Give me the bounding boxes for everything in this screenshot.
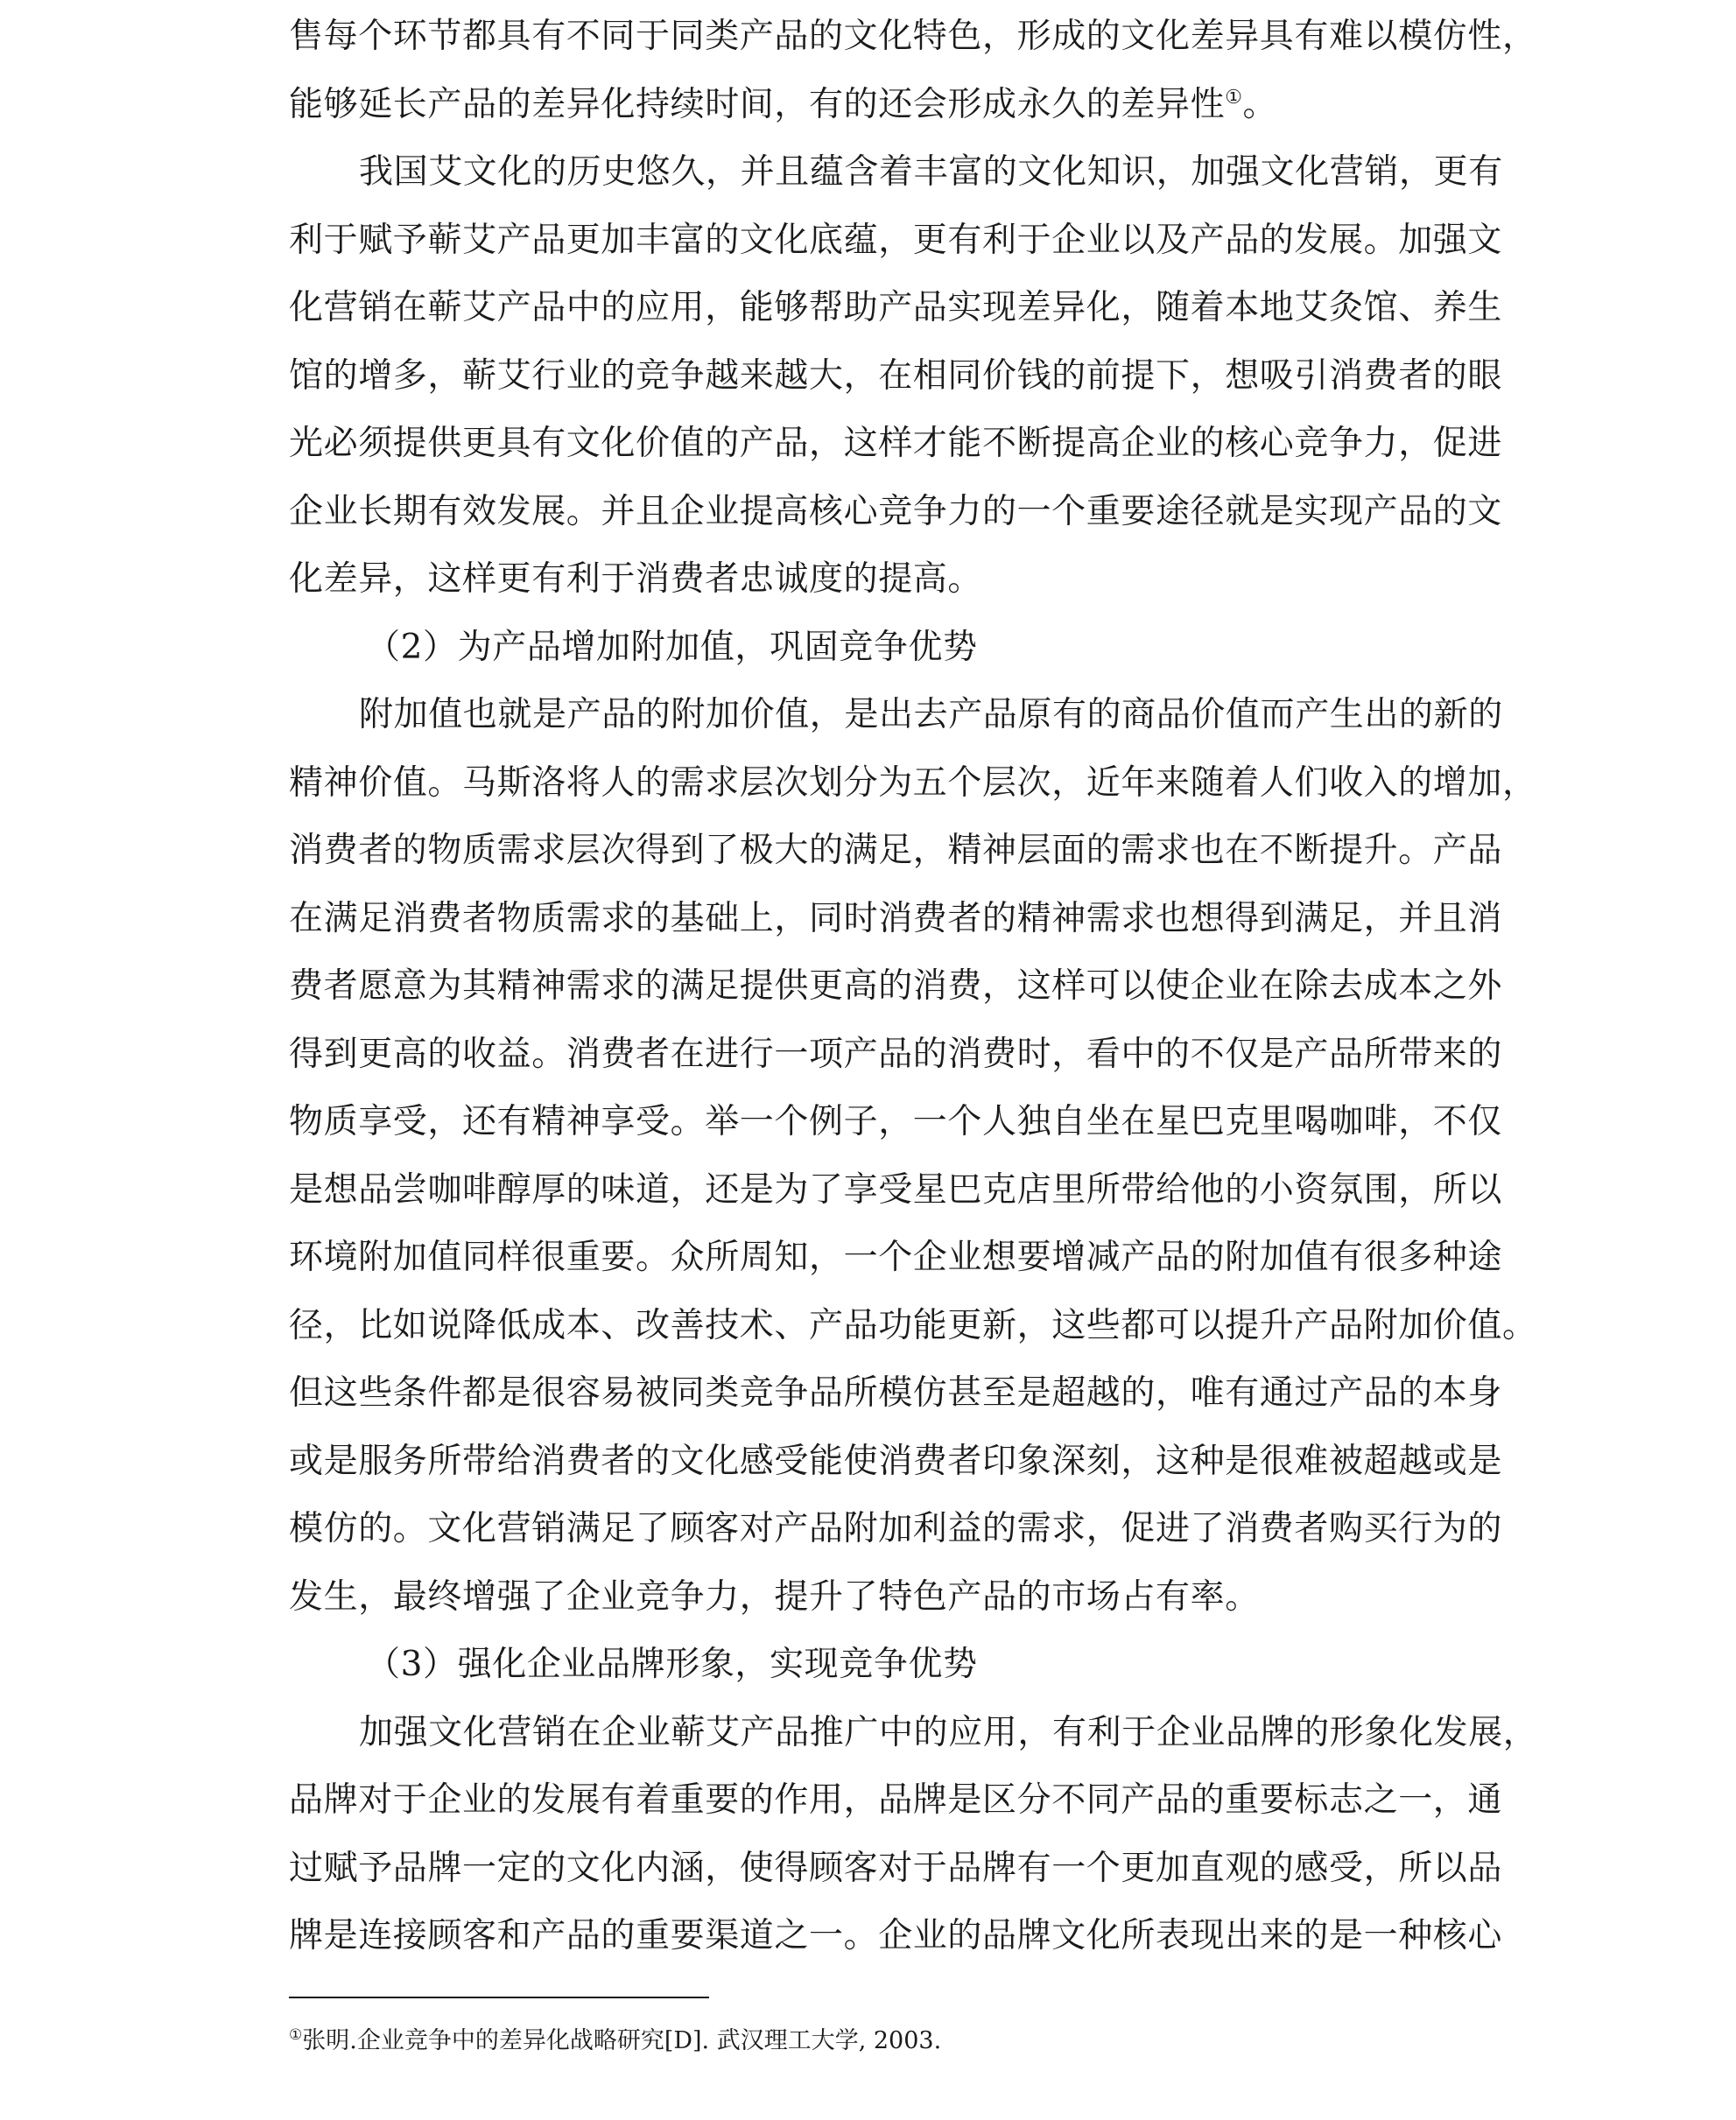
text-line — [289, 3, 1537, 71]
line-text: 或是服务所带给消费者的文化感受能使消费者印象深刻，这种是很难被超越或是 — [289, 1441, 1503, 1481]
line-text: 企业长期有效发展。并且企业提高核心竞争力的一个重要途径就是实现产品的文 — [289, 491, 1503, 531]
line-text: 径，比如说降低成本、改善技术、产品功能更新，这些都可以提升产品附加价值。 — [289, 1305, 1537, 1345]
line-text: 精神价值。马斯洛将人的需求层次划分为五个层次，近年来随着人们收入的增加， — [289, 762, 1537, 803]
text-line — [289, 1835, 1506, 1903]
text-line — [289, 71, 1506, 139]
text-line — [289, 1699, 1538, 1767]
line-text: 得到更高的收益。消费者在进行一项产品的消费时，看中的不仅是产品所带来的 — [289, 1034, 1503, 1074]
line-text: （2）为产品增加附加值，巩固竞争优势 — [366, 627, 978, 667]
text-line — [289, 1766, 1506, 1835]
line-text: 牌是连接顾客和产品的重要渠道之一。企业的品牌文化所表现出来的是一种核心 — [289, 1916, 1503, 1955]
section-subheading — [289, 1631, 1506, 1699]
footnote-marker: ① — [289, 2026, 303, 2044]
line-text: 消费者的物质需求层次得到了极大的满足，精神层面的需求也在不断提升。产品 — [289, 831, 1503, 870]
line-text: 我国艾文化的历史悠久，并且蕴含着丰富的文化知识，加强文化营销，更有 — [359, 152, 1503, 192]
footnote-text: 张明.企业竞争中的差异化战略研究[D]. 武汉理工大学, 2003. — [302, 2027, 942, 2054]
text-line — [289, 1156, 1506, 1225]
line-text: 化差异，这样更有利于消费者忠诚度的提高。 — [289, 559, 983, 599]
line-text: 光必须提供更具有文化价值的产品，这样才能不断提高企业的核心竞争力，促进 — [289, 424, 1503, 463]
text-line — [289, 1902, 1506, 1970]
line-text: 附加值也就是产品的附加价值，是出去产品原有的商品价值而产生出的新的 — [359, 695, 1503, 734]
text-line — [289, 138, 1506, 207]
line-text-tail: 。 — [1242, 84, 1278, 124]
line-text: 利于赋予蕲艾产品更加丰富的文化底蕴，更有利于企业以及产品的发展。加强文 — [289, 220, 1503, 260]
line-text: 但这些条件都是很容易被同类竞争品所模仿甚至是超越的，唯有通过产品的本身 — [289, 1373, 1503, 1413]
line-text: 售每个环节都具有不同于同类产品的文化特色，形成的文化差异具有难以模仿性， — [289, 17, 1537, 56]
line-text: 馆的增多，蕲艾行业的竞争越来越大，在相同价钱的前提下，想吸引消费者的眼 — [289, 355, 1503, 396]
text-line — [289, 1495, 1506, 1563]
line-text: 发生，最终增强了企业竞争力，提升了特色产品的市场占有率。 — [289, 1576, 1260, 1617]
line-text: 化营销在蕲艾产品中的应用，能够帮助产品实现差异化，随着本地艾灸馆、养生 — [289, 288, 1503, 327]
text-line — [289, 749, 1537, 818]
text-line — [289, 410, 1506, 478]
text-line — [289, 817, 1506, 885]
text-line — [289, 952, 1506, 1021]
text-line — [289, 681, 1506, 749]
text-line — [289, 274, 1506, 342]
text-line — [289, 545, 1506, 614]
line-text: 能够延长产品的差异化持续时间，有的还会形成永久的差异性 — [289, 84, 1226, 124]
footnote-reference: ① — [1225, 86, 1243, 109]
text-line — [289, 478, 1506, 546]
text-line — [289, 1088, 1506, 1156]
footnote — [289, 2025, 941, 2057]
line-text: 费者愿意为其精神需求的满足提供更高的消费，这样可以使企业在除去成本之外 — [289, 966, 1503, 1006]
line-text: 模仿的。文化营销满足了顾客对产品附加利益的需求，促进了消费者购买行为的 — [289, 1509, 1503, 1548]
line-text: 加强文化营销在企业蕲艾产品推广中的应用，有利于企业品牌的形象化发展， — [359, 1712, 1538, 1752]
document-body — [289, 0, 1538, 1970]
text-line — [289, 1292, 1537, 1360]
line-text: 环境附加值同样很重要。众所周知，一个企业想要增减产品的附加值有很多种途 — [289, 1238, 1503, 1277]
line-text: 品牌对于企业的发展有着重要的作用，品牌是区分不同产品的重要标志之一，通 — [289, 1780, 1503, 1820]
text-line — [289, 1359, 1506, 1428]
text-line — [289, 1428, 1506, 1496]
section-subheading — [289, 614, 1506, 682]
line-text: 过赋予品牌一定的文化内涵，使得顾客对于品牌有一个更加直观的感受，所以品 — [289, 1848, 1503, 1888]
text-line — [289, 1563, 1506, 1632]
line-text: 物质享受，还有精神享受。举一个例子，一个人独自坐在星巴克里喝咖啡，不仅 — [289, 1102, 1503, 1141]
text-line — [289, 342, 1506, 411]
text-line — [289, 207, 1506, 275]
line-text: 是想品尝咖啡醇厚的味道，还是为了享受星巴克店里所带给他的小资氛围，所以 — [289, 1169, 1503, 1210]
text-line — [289, 1021, 1506, 1089]
line-text: （3）强化企业品牌形象，实现竞争优势 — [366, 1645, 978, 1684]
text-line — [289, 885, 1506, 953]
text-line — [289, 1224, 1506, 1292]
line-text: 在满足消费者物质需求的基础上，同时消费者的精神需求也想得到满足，并且消 — [289, 898, 1503, 938]
footnote-divider — [289, 1997, 709, 1998]
